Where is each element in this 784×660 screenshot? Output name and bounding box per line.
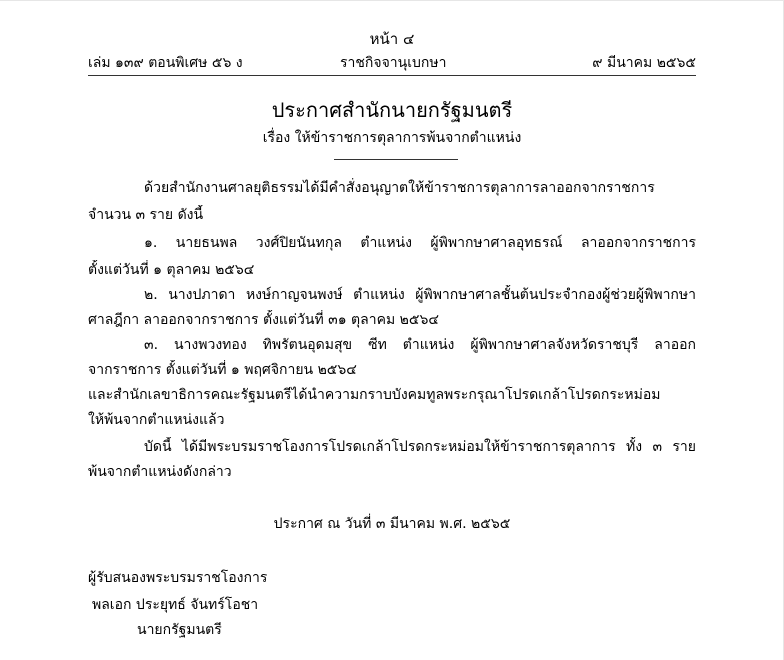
body-line: จากราชการ ตั้งแต่วันที่ ๑ พฤศจิกายน ๒๕๖๔ [88,362,357,378]
signature-countersign: ผู้รับสนองพระบรมราชโองการ [88,570,268,586]
body-line: จำนวน ๓ ราย ดังนี้ [88,207,204,223]
title-divider [334,159,458,160]
page-border-top [0,0,784,1]
body-line: พ้นจากตำแหน่งดังกล่าว [88,464,232,480]
body-line: ตั้งแต่วันที่ ๑ ตุลาคม ๒๕๖๔ [88,262,255,278]
gazette-header [88,52,696,72]
body-line: ให้พ้นจากตำแหน่งแล้ว [88,412,225,428]
body-line: ๒. นางปภาดา หงษ์กาญจนพงษ์ ตำแหน่ง ผู้พิพากษาศาลชั้นต้นประจำกองผู้ช่วยผู้พิพากษา [144,287,696,303]
body-line: ด้วยสำนักงานศาลยุติธรรมได้มีคำสั่งอนุญาตให้ข้าราชการตุลาการลาออกจากราชการ [144,180,655,196]
signature-position: นายกรัฐมนตรี [137,622,222,638]
announcement-date: ประกาศ ณ วันที่ ๓ มีนาคม พ.ศ. ๒๕๖๕ [273,516,511,532]
body-line: และสำนักเลขาธิการคณะรัฐมนตรีได้นำความกราบบังคมทูลพระกรุณาโปรดเกล้าโปรดกระหม่อม [88,387,661,403]
body-line: บัดนี้ ได้มีพระบรมราชโองการโปรดเกล้าโปรดกระหม่อมให้ข้าราชการตุลาการ ทั้ง ๓ ราย [144,439,696,455]
announcement-title: ประกาศสำนักนายกรัฐมนตรี [271,98,513,122]
body-line: ศาลฎีกา ลาออกจากราชการ ตั้งแต่วันที่ ๓๑ ตุลาคม ๒๕๖๔ [88,312,439,328]
body-line: ๑. นายธนพล วงศ์ปิยนันทกุล ตำแหน่ง ผู้พิพากษาศาลอุทธรณ์ ลาออกจากราชการ [144,235,696,251]
page-number: หน้า ๔ [369,30,415,48]
header-date: ๙ มีนาคม ๒๕๖๕ [592,55,696,71]
body-line: ๓. นางพวงทอง ทิพรัตนอุดมสุข ซีท ตำแหน่ง ผู้พิพากษาศาลจังหวัดราชบุรี ลาออก [144,337,696,353]
header-divider [88,75,696,76]
announcement-subject: เรื่อง ให้ข้าราชการตุลาการพ้นจากตำแหน่ง [262,130,522,146]
header-gazette-name: ราชกิจจานุเบกษา [340,55,447,71]
signature-name: พลเอก ประยุทธ์ จันทร์โอชา [92,597,259,613]
header-volume: เล่ม ๑๓๙ ตอนพิเศษ ๕๖ ง [88,55,243,71]
